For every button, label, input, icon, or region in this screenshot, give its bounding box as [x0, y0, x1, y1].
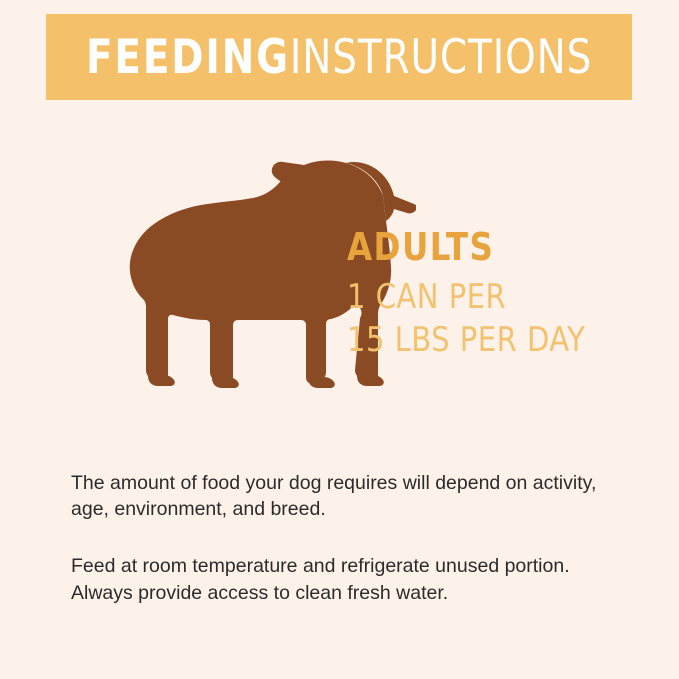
page-title-light: INSTRUCTIONS	[289, 29, 593, 85]
dosage-line-1: 1 CAN PER	[347, 276, 507, 317]
dosage-line-2: 15 LBS PER DAY	[347, 320, 586, 361]
dosage-block	[347, 225, 637, 363]
body-text	[71, 450, 616, 627]
page-title-bold: FEEDING	[85, 29, 290, 85]
page-title	[85, 29, 593, 85]
paragraph-storage: Feed at room temperature and refrigerate unused portion. Always provide access to clean fresh water.	[71, 555, 570, 605]
header-banner	[46, 14, 632, 100]
dosage-heading: ADULTS	[347, 225, 495, 269]
paragraph-amount-of-food: The amount of food your dog requires will depend on activity, age, environment, and breed.	[71, 471, 597, 521]
